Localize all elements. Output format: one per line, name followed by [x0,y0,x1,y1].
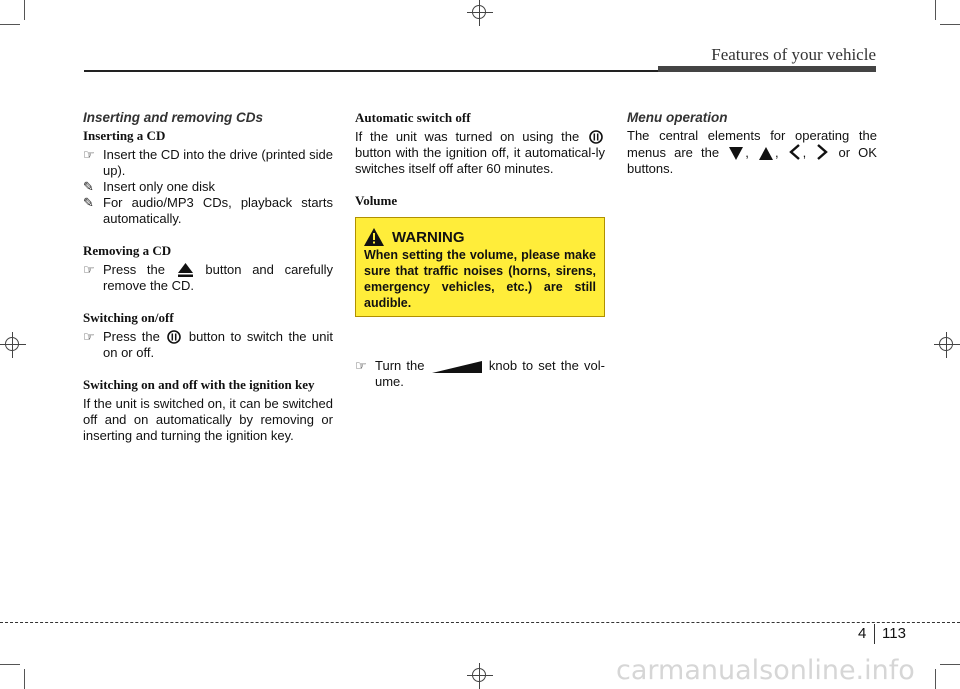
section-heading: Menu operation [627,110,728,125]
header-rule [84,70,658,72]
menu-text-before: The central elements for operating the menus are the [627,128,877,160]
crop-mark [24,0,25,20]
subheading-removing: Removing a CD [83,243,172,258]
eject-icon [178,263,193,277]
volume-text-before: Turn the [375,358,425,373]
crop-mark [0,664,20,665]
pointer-symbol: ☞ [83,262,95,277]
bullet-item [83,262,333,294]
subheading-switching: Switching on/off [83,310,174,325]
bullet-item [83,329,333,361]
crop-mark [940,664,960,665]
ignition-paragraph: If the unit is switched on, it can be switched off and on automatically by removing or inserting and turning the ignition key. [83,396,333,443]
auto-off-text-after: button with the ignition off, it automatical-ly switches itself off after 60 minutes. [355,145,605,176]
up-arrow-icon [759,147,773,160]
note-item [83,195,333,227]
crop-mark [940,24,960,25]
pointer-symbol: ☞ [83,147,95,162]
crop-mark [935,0,936,20]
subheading-inserting: Inserting a CD [83,128,166,143]
footer-rule [0,622,960,623]
subheading-volume: Volume [355,193,398,208]
warning-title: WARNING [392,228,465,246]
pointer-symbol: ☞ [355,358,367,373]
crop-mark [935,669,936,689]
auto-off-text-before: If the unit was turned on using the [355,129,580,144]
menu-paragraph: The central elements for operating the menus are the , , , or OK buttons. [627,128,877,176]
warning-icon [364,228,384,246]
switching-text-after: button to switch the unit on or off. [103,329,333,360]
note-text: For audio/MP3 CDs, playback starts automatically. [103,195,333,226]
registration-mark [467,0,493,26]
page-number-separator [874,624,875,644]
removing-text-after: button and carefully remove the CD. [103,262,333,293]
crop-mark [0,24,20,25]
note-symbol: ✎ [83,179,94,194]
subheading-ignition: Switching on and off with the ignition key [83,377,315,392]
warning-box [355,217,605,317]
section-heading: Inserting and removing CDs [83,110,264,125]
note-text: Insert only one disk [103,179,216,194]
power-icon [167,330,181,344]
page-number: 113 [882,625,906,642]
chapter-number: 4 [858,625,867,642]
watermark: carmanualsonline.info [616,655,915,686]
bullet-item [83,147,333,179]
registration-mark [467,663,493,689]
bullet-item [355,358,605,390]
power-icon [589,130,603,144]
right-arrow-icon [816,144,828,160]
registration-mark [934,332,960,358]
note-symbol: ✎ [83,195,94,210]
menu-text-after: or OK buttons. [627,145,877,176]
volume-text-after: knob to set the vol-ume. [375,358,605,389]
note-item [83,179,333,195]
crop-mark [24,669,25,689]
left-arrow-icon [789,144,801,160]
subheading-auto-off: Automatic switch off [355,110,471,125]
warning-text: When setting the volume, please make sure that traffic noises (horns, sirens, emergency vehicles, etc.) are still audible. [364,248,596,310]
removing-text-before: Press the [103,262,165,277]
pointer-symbol: ☞ [83,329,95,344]
switching-text-before: Press the [103,329,160,344]
volume-icon [432,361,482,373]
registration-mark [0,332,26,358]
column-left [83,110,333,444]
auto-off-paragraph [355,129,605,177]
down-arrow-icon [729,147,743,160]
bullet-text: Insert the CD into the drive (printed side up). [103,147,333,178]
column-right [627,110,877,177]
header-bar [658,66,876,72]
page-header-title: Features of your vehicle [711,45,876,64]
